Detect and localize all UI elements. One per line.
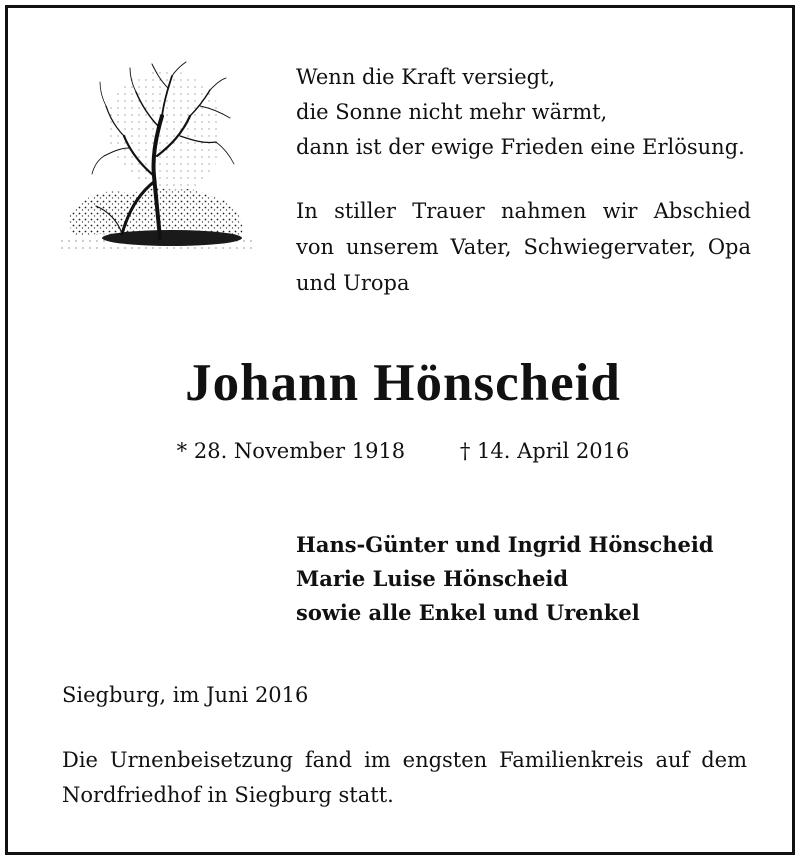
intro-line: von unserem Vater, Schwiegervater, Opa bbox=[296, 235, 751, 259]
verse-line: die Sonne nicht mehr wärmt, bbox=[296, 100, 608, 124]
intro-line: In stiller Trauer nahmen wir Abschied bbox=[296, 199, 751, 223]
mourner-line: Hans-Günter und Ingrid Hönscheid bbox=[296, 532, 714, 557]
birth-date: * 28. November 1918 bbox=[176, 439, 406, 463]
intro-line: und Uropa bbox=[296, 271, 410, 295]
burial-note bbox=[62, 743, 747, 813]
verse-line: Wenn die Kraft versiegt, bbox=[296, 65, 556, 89]
obituary-notice bbox=[5, 5, 795, 855]
bare-tree-icon bbox=[60, 56, 256, 268]
mourner-line: Marie Luise Hönscheid bbox=[296, 566, 569, 591]
mourners-list bbox=[296, 528, 714, 630]
burial-line: Die Urnenbeisetzung fand im engsten Familienkreis auf dem bbox=[62, 748, 747, 772]
mourner-line: sowie alle Enkel und Urenkel bbox=[296, 600, 640, 625]
verse bbox=[296, 60, 766, 165]
life-dates bbox=[8, 439, 798, 463]
death-date: † 14. April 2016 bbox=[459, 439, 630, 463]
intro-text bbox=[296, 193, 751, 301]
burial-line: Nordfriedhof in Siegburg statt. bbox=[62, 783, 394, 807]
deceased-name: Johann Hönscheid bbox=[185, 354, 621, 412]
place-and-date: Siegburg, im Juni 2016 bbox=[62, 683, 309, 707]
verse-line: dann ist der ewige Frieden eine Erlösung. bbox=[296, 135, 745, 159]
